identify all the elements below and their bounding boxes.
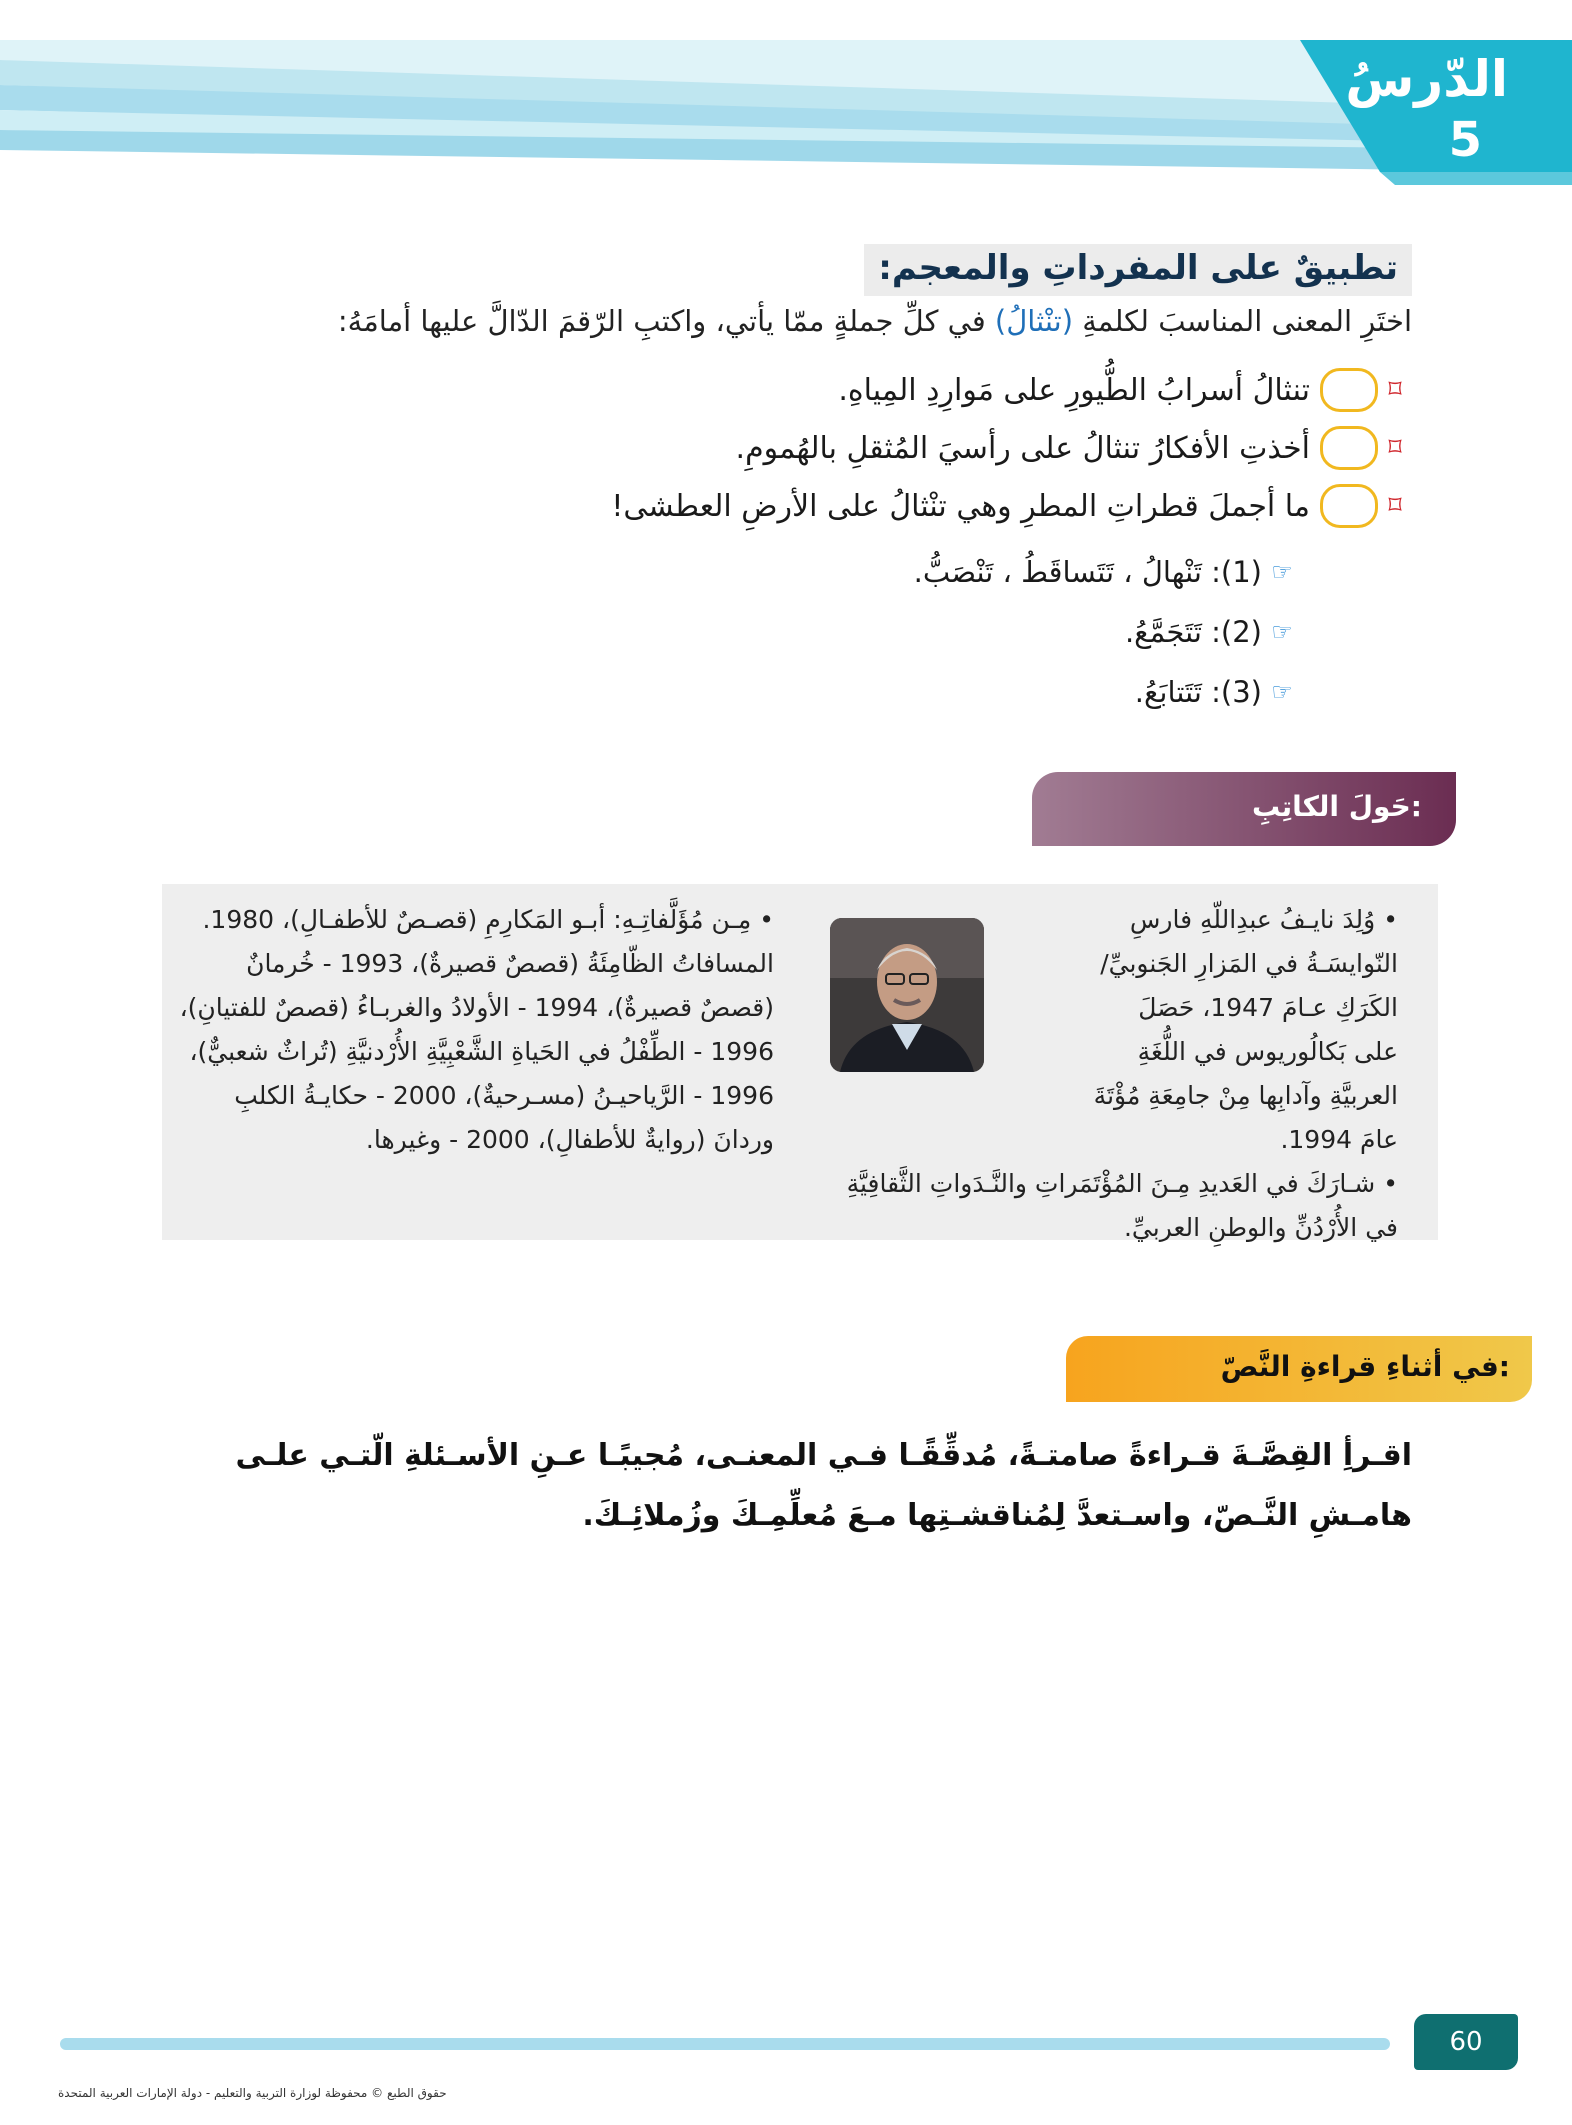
option-item xyxy=(402,604,1302,660)
option-item xyxy=(402,664,1302,720)
option-text: (1): تَنْهالُ ، تَتَساقَطُ ، تَنْصَبُّ. xyxy=(913,555,1262,589)
sentence-item xyxy=(212,478,1412,534)
option-text: (3): تَتَتابَعُ. xyxy=(1134,675,1262,709)
sentence-item xyxy=(212,420,1412,476)
reading-instruction: اقـرأِ القِصَّـةَ قـراءةً صامتـةً، مُدقِّقًـا فـي المعنـى، مُجيبًـا عـنِ الأسـئلةِ الّتـي علـى هامـشِ النَّـصّ، واسـتعدَّ لِمُناقشـتِها مـعَ مُعلِّمِـكَ وزُملائِـكَ. xyxy=(235,1438,1412,1533)
answer-circle[interactable] xyxy=(1320,484,1378,528)
sentence-text: ما أجملَ قطراتِ المطرِ وهي تنْثالُ على الأرضِ العطشى! xyxy=(611,488,1310,524)
author-bio-text: شـارَكَ في العَديدِ مِـنَ المُؤْتَمَراتِ والنَّـدَواتِ الثَّقافِيَّةِ في الأُرْدُنِّ والوطنِ العربيِّ. xyxy=(846,1169,1398,1242)
author-works-paragraph xyxy=(174,898,774,1162)
author-section-tab xyxy=(1032,772,1456,846)
footer-bar xyxy=(60,2038,1390,2050)
instruction-highlight-word: (تنْثالُ) xyxy=(994,304,1074,338)
bullet-icon: • xyxy=(1383,905,1398,934)
lesson-label: الدّرسُ xyxy=(1345,50,1508,108)
option-item xyxy=(402,544,1302,600)
pointing-hand-icon: ☞ xyxy=(1271,558,1293,586)
author-photo xyxy=(830,918,984,1072)
copyright-notice: حقوق الطبع © محفوظة لوزارة التربية والتعليم - دولة الإمارات العربية المتحدة xyxy=(58,2086,447,2100)
header-banner xyxy=(0,0,1572,200)
sentence-bullet-icon: ⌑ xyxy=(1388,375,1402,405)
lesson-number: 5 xyxy=(1448,112,1482,168)
author-bio-paragraph xyxy=(838,1162,1398,1250)
reading-section-tab xyxy=(1066,1336,1532,1402)
author-info-box xyxy=(162,884,1438,1240)
author-bio-text: وُلِدَ نايـفُ عبدِاللّهِ فارسِ النّوايسَـةُ في المَزارِ الجَنوبيِّ/ الكَرَكِ عـامَ 1947، حَصَلَ على بَكالُوريوس في اللُّغَةِ العربيَّةِ وآدابِها مِنْ جامِعَةِ مُؤْتَةَ عامَ 1994. xyxy=(1093,905,1398,1154)
reading-tab-label: في أثناءِ قراءةِ النَّصّ: xyxy=(1220,1350,1510,1383)
sentence-bullet-icon: ⌑ xyxy=(1388,491,1402,521)
sentence-bullet-icon: ⌑ xyxy=(1388,433,1402,463)
author-tab-label: حَولَ الكاتِبِ: xyxy=(1251,790,1422,823)
page-number-badge: 60 xyxy=(1414,2014,1518,2070)
pointing-hand-icon: ☞ xyxy=(1271,678,1293,706)
answer-circle[interactable] xyxy=(1320,368,1378,412)
sentence-text: أخذتِ الأفكارُ تنثالُ على رأسيَ المُثقلِ بالهُمومِ. xyxy=(735,430,1310,466)
author-works-text: مِـن مُؤَلَّفاتِـهِ: أبـو المَكارِمِ (قصـصٌ للأطفـالِ)، 1980. المسافاتُ الظّامِئَةُ (قصصٌ قصيرةٌ)، 1993 - خُرمانٌ (قصصٌ قصيرةٌ)، 1994 - الأولادُ والغربـاءُ (قصصٌ للفتيانِ)، 1996 - الطِّفْلُ في الحَياةِ الشَّعْبِيَّةِ الأُرْدنيَّةِ (تُراثٌ شعبيٌّ)، 1996 - الرَّياحيـنُ (مسـرحيةٌ)، 2000 - حكايـةُ الكلبِ وردانَ (روايةٌ للأطفالِ)، 2000 - وغيرها. xyxy=(179,905,774,1154)
sentence-text: تنثالُ أسرابُ الطُّيورِ على مَوارِدِ المِياهِ. xyxy=(838,372,1310,408)
bullet-icon: • xyxy=(1383,1169,1398,1198)
sentence-item xyxy=(212,362,1412,418)
pointing-hand-icon: ☞ xyxy=(1271,618,1293,646)
vocab-section-heading: تطبيقٌ على المفرداتِ والمعجم: xyxy=(864,244,1412,296)
option-text: (2): تَتَجَمَّعُ. xyxy=(1124,615,1262,649)
answer-circle[interactable] xyxy=(1320,426,1378,470)
instruction-text-start: اختَرِ المعنى المناسبَ لكلمةِ xyxy=(1073,304,1412,338)
bullet-icon: • xyxy=(759,905,774,934)
author-works xyxy=(174,898,774,1162)
vocab-instruction xyxy=(112,304,1412,338)
instruction-text-end: في كلِّ جملةٍ ممّا يأتي، واكتبِ الرّقمَ الدّالَّ عليها أمامَهُ: xyxy=(337,304,995,338)
